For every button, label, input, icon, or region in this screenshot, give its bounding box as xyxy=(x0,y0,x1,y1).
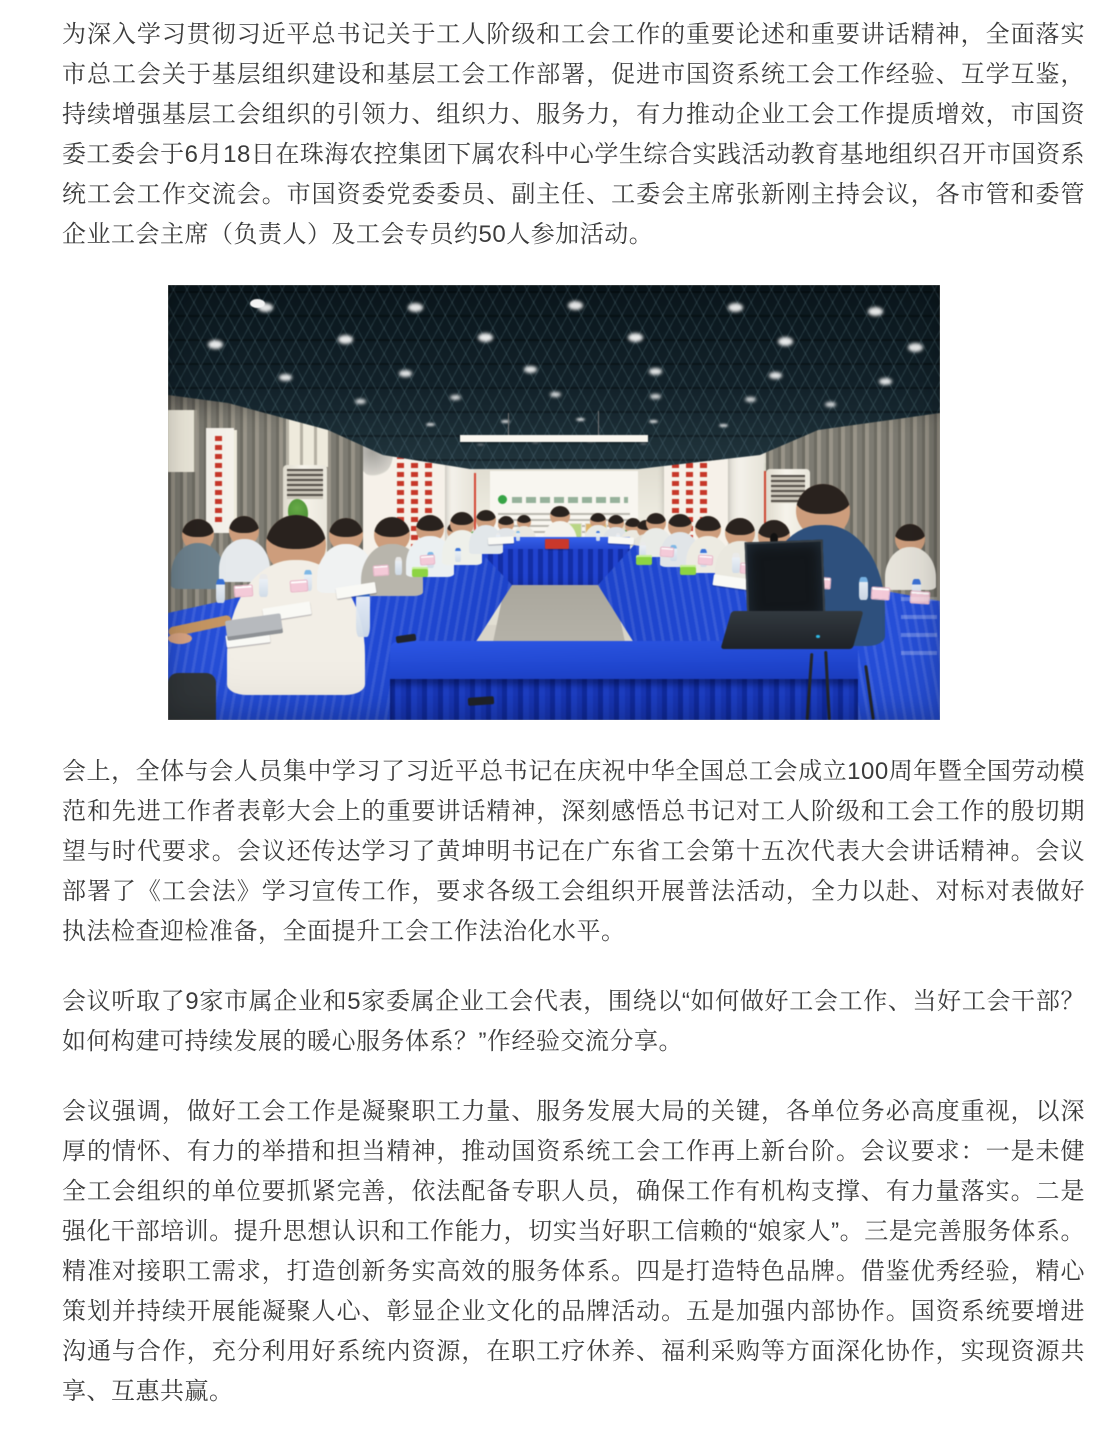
tissue-box xyxy=(680,565,696,575)
hanging-light-bar xyxy=(460,435,648,442)
person-hair xyxy=(646,513,666,524)
person-hair xyxy=(266,515,326,549)
person-hair xyxy=(668,514,692,527)
person-hair xyxy=(498,516,514,525)
water-bottle xyxy=(596,531,600,541)
person-hair xyxy=(608,515,624,524)
tissue-box xyxy=(412,567,428,577)
person-hair xyxy=(182,519,214,537)
person-hair xyxy=(476,510,496,521)
lightbar-wire xyxy=(508,413,509,437)
paragraph-intro: 为深入学习贯彻习近平总书记关于工人阶级和工会工作的重要论述和重要讲话精神，全面落实市总工会关于基层组织建设和基层工会工作部署，促进市国资系统工会工作经验、互学互鉴，持续增强基层工会组织的引领力、组织力、服务力，有力推动企业工会工作提质增效，市国资委工委会于6月18日在珠海农控集团下属农科中心学生综合实践活动教育基地组织召开市国资系统工会工作交流会。市国资委党委委员、副主任、工委会主席张新刚主持会议，各市管和委管企业工会主席（负责人）及工会专员约50人参加活动。 xyxy=(62,21,1085,248)
water-bottle xyxy=(732,553,740,573)
person-hair xyxy=(450,512,474,525)
office-chair xyxy=(168,673,216,720)
person-hair xyxy=(796,484,850,514)
meeting-photo xyxy=(168,285,1085,720)
laptop-led xyxy=(816,635,820,638)
hand xyxy=(168,633,192,644)
tissue-box xyxy=(636,555,652,565)
water-bottle xyxy=(516,531,520,541)
poster-left xyxy=(206,428,234,533)
meeting-photo-canvas xyxy=(168,285,940,720)
water-bottle xyxy=(395,557,402,575)
person-hair xyxy=(416,515,444,531)
person-hair xyxy=(374,517,410,537)
name-tent xyxy=(698,554,714,565)
name-tent xyxy=(420,554,436,565)
photo-scene xyxy=(168,285,940,720)
water-bottle xyxy=(259,574,268,597)
name-tent xyxy=(290,579,309,592)
name-tent xyxy=(871,586,891,600)
name-tent xyxy=(373,564,390,576)
backdrop-logo-icon xyxy=(498,495,507,504)
person-hair xyxy=(895,524,925,541)
person-hair xyxy=(725,518,755,535)
water-bottle xyxy=(859,577,868,600)
person-hair xyxy=(590,513,606,522)
poster-red-text xyxy=(215,436,222,524)
front-table-skirt xyxy=(390,679,858,720)
water-bottle xyxy=(216,579,225,603)
person-hair xyxy=(517,515,531,523)
laptop-base xyxy=(721,611,864,649)
person-hair xyxy=(229,516,259,533)
name-plate-red xyxy=(545,539,569,549)
paragraph-requirements: 会议强调，做好工会工作是凝聚职工力量、服务发展大局的关键，各单位务必高度重视，以深厚的情怀、有力的举措和担当精神，推动国资系统工会工作再上新台阶。会议要求：一是未健全工会组织的单位要抓紧完善，依法配备专职人员，确保工作有机构支撑、有力量落实。二是强化干部培训。提升思想认识和工作能力，切实当好职工信赖的“娘家人”。三是完善服务体系。精准对接职工需求，打造创新务实高效的服务体系。四是打造特色品牌。借鉴优秀经验，精心策划并持续开展能凝聚人心、彰显企业文化的品牌活动。五是加强内部协作。国资系统要增进沟通与合作，充分利用好系统内资源，在职工疗休养、福利采购等方面深化协作，实现资源共享、互惠共赢。 xyxy=(62,1098,1085,1405)
lightbar-wire xyxy=(598,411,599,437)
person-hair xyxy=(550,506,570,517)
laptop-screen xyxy=(745,540,826,621)
wooden-chair xyxy=(901,583,937,669)
name-tent xyxy=(660,547,675,558)
person-hair xyxy=(329,518,363,537)
name-tent xyxy=(234,584,254,598)
paragraph-study: 会上，全体与会人员集中学习了习近平总书记在庆祝中华全国总工会成立100周年暨全国劳动模范和先进工作者表彰大会上的重要讲话精神，深刻感悟总书记对工人阶级和工会工作的殷切期望与时代要求。会议还传达学习了黄坤明书记在广东省工会第十五次代表大会讲话精神。会议部署了《工会法》学习宣传工作，要求各级工会组织开展普法活动，全力以赴、对标对表做好执法检查迎检准备，全面提升工会工作法治化水平。 xyxy=(62,758,1085,945)
paragraph-sharing: 会议听取了9家市属企业和5家委属企业工会代表，围绕以“如何做好工会工作、当好工会干部？如何构建可持续发展的暖心服务体系？”作经验交流分享。 xyxy=(62,988,1085,1055)
person-hair xyxy=(695,516,721,531)
backdrop-logo-text xyxy=(512,497,628,503)
ceiling-lights xyxy=(250,299,265,308)
window-left xyxy=(168,410,197,472)
ac-grille xyxy=(287,469,323,499)
water-bottle xyxy=(455,548,461,562)
